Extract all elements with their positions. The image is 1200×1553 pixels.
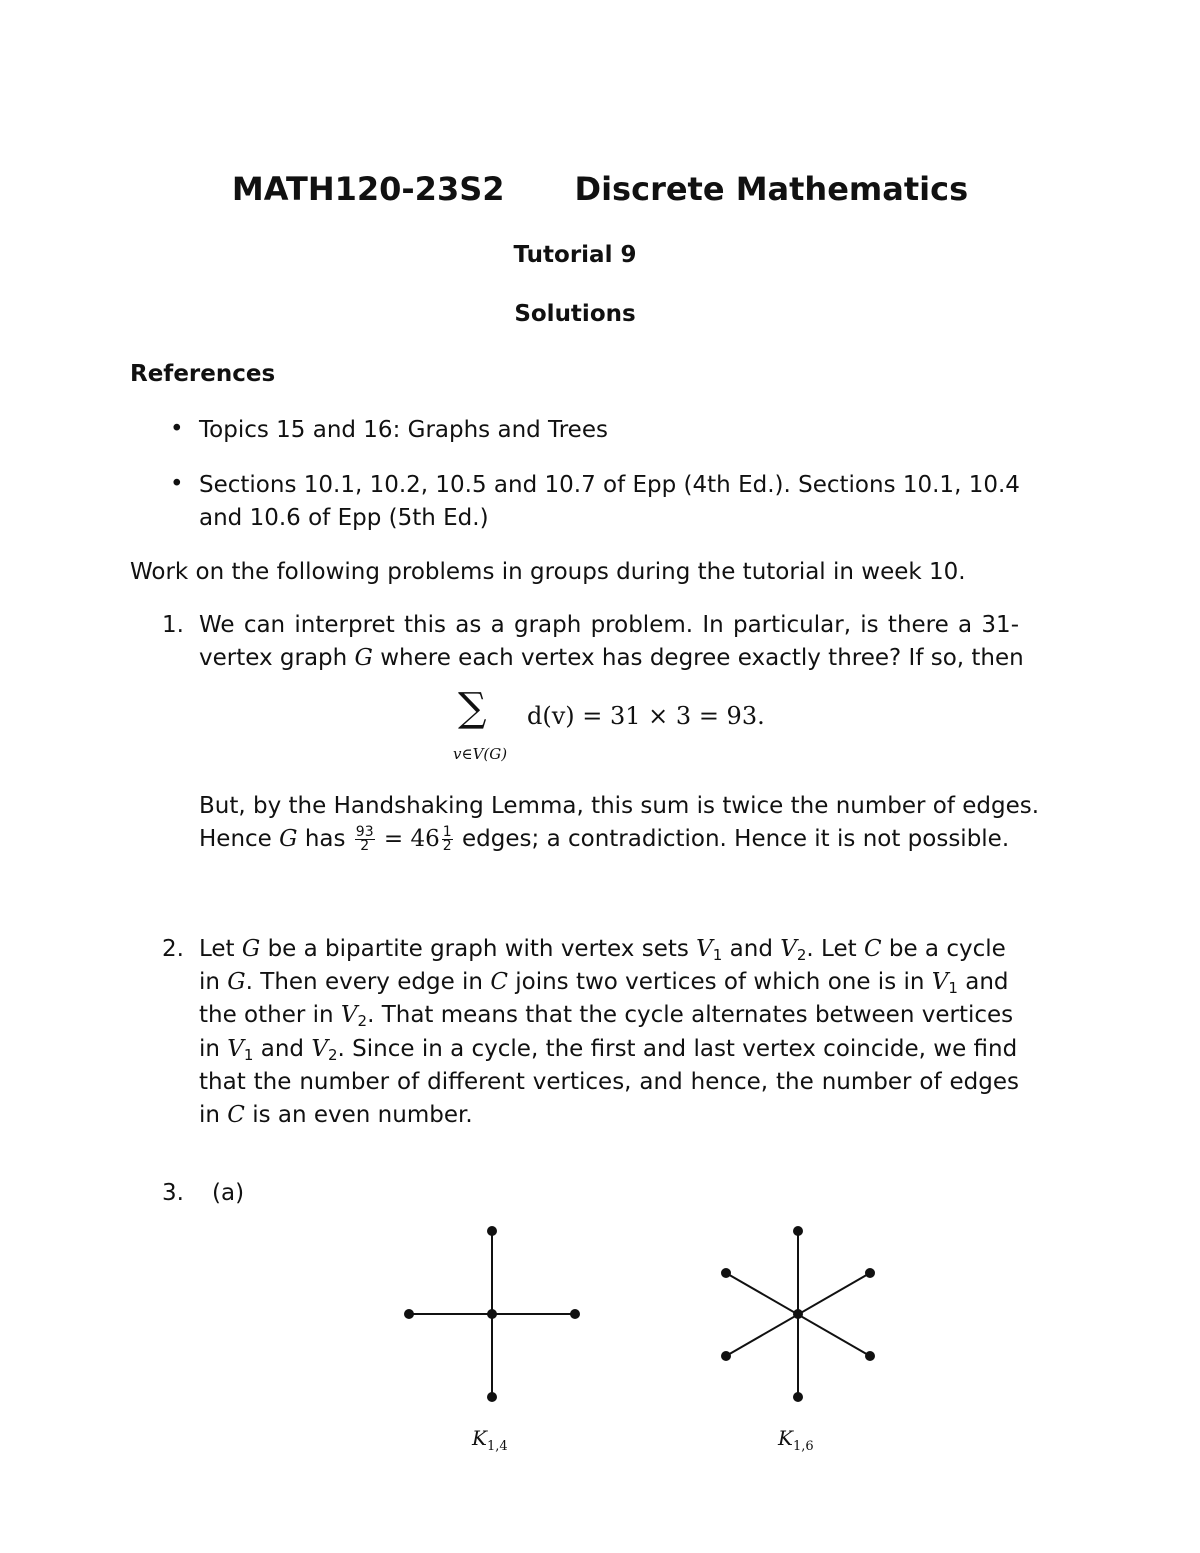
vertex — [404, 1309, 414, 1319]
problem-2-number: 2. — [162, 936, 184, 962]
problem-1-line: vertex graph G where each vertex has degree exactly three? If so, then — [199, 645, 1024, 671]
sum-symbol: ∑ — [458, 685, 487, 731]
problem-2-line: that the number of different vertices, and hence, the number of edges — [199, 1069, 1019, 1095]
vertex — [793, 1309, 803, 1319]
vertex — [793, 1226, 803, 1236]
problem-1-line: We can interpret this as a graph problem. In particular, is there a 31- — [199, 612, 1019, 638]
solutions-heading: Solutions — [514, 301, 636, 327]
vertex — [865, 1268, 875, 1278]
reference-item: Sections 10.1, 10.2, 10.5 and 10.7 of Epp (4th Ed.). Sections 10.1, 10.4 — [199, 472, 1020, 498]
bullet-icon: • — [170, 471, 184, 497]
sum-expression: d(v) = 31 × 3 = 93. — [527, 702, 765, 730]
course-code: MATH120-23S2 — [231, 170, 505, 208]
vertex — [793, 1392, 803, 1402]
star-graphs-figure — [380, 1200, 920, 1470]
bullet-icon: • — [170, 416, 184, 442]
problem-1-line: But, by the Handshaking Lemma, this sum is twice the number of edges. — [199, 793, 1040, 819]
problem-2-line: Let G be a bipartite graph with vertex sets $V_1$ and $V_2$. Let C be a cycle — [199, 936, 1006, 964]
vertex — [570, 1309, 580, 1319]
vertex — [865, 1351, 875, 1361]
fraction-93-2: $\frac{93}{2}$ — [355, 824, 374, 854]
graph-k16-label: $K_{1,6}$ — [778, 1426, 814, 1454]
vertex — [487, 1309, 497, 1319]
fraction-1-2: $\frac{1}{2}$ — [442, 824, 452, 854]
problem-1-number: 1. — [162, 612, 184, 638]
problem-2-line: in $V_1$ and $V_2$. Since in a cycle, the first and last vertex coincide, we find — [199, 1036, 1018, 1064]
problem-1-line: Hence G has $\frac{93}{2}$ = 46 $\frac{1}{2}$ edges; a contradiction. Hence it is not possible. — [199, 824, 1010, 854]
problem-2-line: in G. Then every edge in C joins two vertices of which one is in $V_1$ and — [199, 969, 1009, 997]
graph-k14-label: $K_{1,4}$ — [472, 1426, 508, 1454]
references-heading: References — [130, 361, 276, 387]
problem-3-number: 3. — [162, 1180, 184, 1206]
vertex — [721, 1351, 731, 1361]
problem-2-line: the other in $V_2$. That means that the cycle alternates between vertices — [199, 1002, 1014, 1030]
vertex — [721, 1268, 731, 1278]
vertex — [487, 1226, 497, 1236]
sum-subscript: v∈V(G) — [453, 745, 508, 763]
problem-3-part-a: (a) — [212, 1180, 245, 1206]
tutorial-heading: Tutorial 9 — [513, 242, 637, 268]
reference-item: Topics 15 and 16: Graphs and Trees — [199, 417, 608, 443]
reference-item-cont: and 10.6 of Epp (5th Ed.) — [199, 505, 489, 531]
course-name: Discrete Mathematics — [574, 170, 969, 208]
intro-text: Work on the following problems in groups during the tutorial in week 10. — [130, 559, 966, 585]
vertex — [487, 1392, 497, 1402]
page-title — [0, 170, 1200, 208]
problem-2-line: in C is an even number. — [199, 1102, 473, 1128]
